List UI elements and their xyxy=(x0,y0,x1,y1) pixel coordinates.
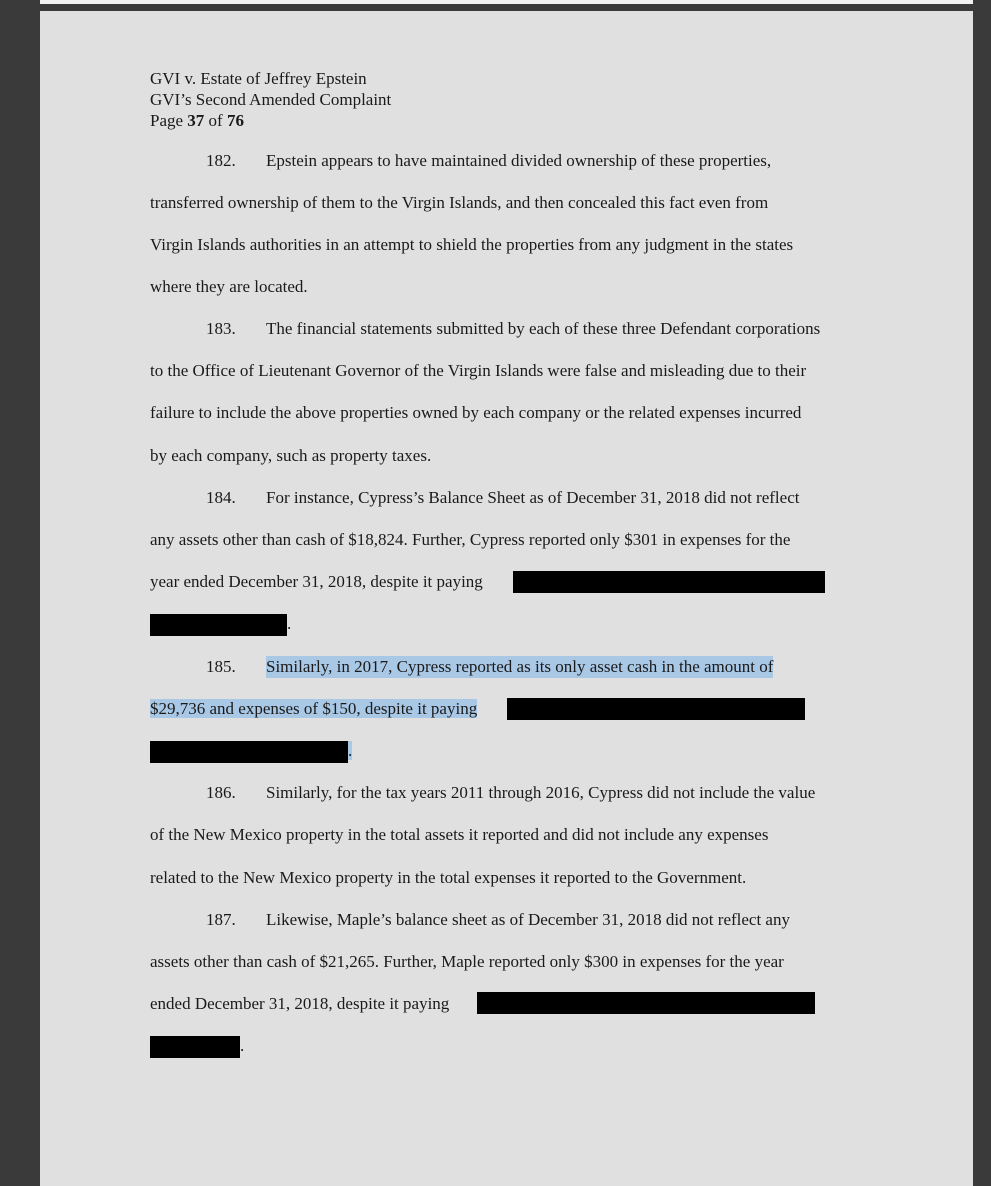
redaction-bar xyxy=(513,571,825,593)
sentence-end: . xyxy=(287,614,292,633)
paragraph-182-line-3: Virgin Islands authorities in an attempt to shield the properties from any judgment in the states xyxy=(150,235,794,254)
page-prefix: Page xyxy=(150,111,184,130)
sentence-end: . xyxy=(240,1036,245,1055)
page-current: 37 xyxy=(187,111,205,130)
paragraph-text: For instance, Cypress’s Balance Sheet as of December 31, 2018 did not reflect xyxy=(266,488,800,507)
paragraph-number: 187. xyxy=(206,910,236,929)
selected-text[interactable]: $29,736 and expenses of $150, despite it paying xyxy=(150,699,478,718)
paragraph-187-line-2: assets other than cash of $21,265. Further, Maple reported only $300 in expenses for the year xyxy=(150,952,784,971)
paragraph-185-line-2 xyxy=(150,698,477,720)
paragraph-number: 184. xyxy=(206,488,236,507)
paragraph-number: 186. xyxy=(206,783,236,802)
redaction-bar xyxy=(477,992,815,1014)
paragraph-text: Epstein appears to have maintained divided ownership of these properties, xyxy=(266,151,772,170)
paragraph-183-line-2: to the Office of Lieutenant Governor of the Virgin Islands were false and misleading due to their xyxy=(150,361,807,380)
redaction-bar xyxy=(150,741,348,763)
viewer-top-edge xyxy=(40,0,973,4)
redaction-bar xyxy=(507,698,805,720)
selected-text[interactable]: . xyxy=(348,741,353,760)
paragraph-text: The financial statements submitted by each of these three Defendant corporations xyxy=(266,319,821,338)
paragraph-183-line-4: by each company, such as property taxes. xyxy=(150,446,432,465)
redaction-bar xyxy=(150,1036,240,1058)
paragraph-187-line-3 xyxy=(150,993,449,1015)
document-page xyxy=(40,11,973,1186)
paragraph-182-line-2: transferred ownership of them to the Virgin Islands, and then concealed this fact even from xyxy=(150,193,769,212)
paragraph-number: 185. xyxy=(206,657,236,676)
document-title: GVI’s Second Amended Complaint xyxy=(150,90,392,109)
paragraph-184-line-4 xyxy=(150,613,291,635)
paragraph-text: Similarly, for the tax years 2011 through 2016, Cypress did not include the value xyxy=(266,783,816,802)
paragraph-text: Likewise, Maple’s balance sheet as of December 31, 2018 did not reflect any xyxy=(266,910,790,929)
case-caption: GVI v. Estate of Jeffrey Epstein xyxy=(150,69,367,88)
paragraph-187-line-4 xyxy=(150,1035,244,1057)
paragraph-185-line-3 xyxy=(150,740,352,762)
paragraph-186-line-2: of the New Mexico property in the total assets it reported and did not include any expenses xyxy=(150,825,769,844)
paragraph-number: 182. xyxy=(206,151,236,170)
paragraph-183-line-3: failure to include the above properties owned by each company or the related expenses incurred xyxy=(150,403,802,422)
redaction-bar xyxy=(150,614,287,636)
paragraph-number: 183. xyxy=(206,319,236,338)
paragraph-text: year ended December 31, 2018, despite it paying xyxy=(150,572,483,591)
page-total: 76 xyxy=(226,111,244,130)
paragraph-182-line-4: where they are located. xyxy=(150,277,308,296)
paragraph-text: ended December 31, 2018, despite it paying xyxy=(150,994,450,1013)
page-header xyxy=(150,68,391,131)
paragraph-186-line-3: related to the New Mexico property in the total expenses it reported to the Government. xyxy=(150,868,747,887)
selected-text[interactable]: Similarly, in 2017, Cypress reported as its only asset cash in the amount of xyxy=(266,657,774,676)
page-of: of xyxy=(208,111,223,130)
paragraph-184-line-3 xyxy=(150,571,483,593)
paragraph-184-line-2: any assets other than cash of $18,824. Further, Cypress reported only $301 in expenses for the xyxy=(150,530,791,549)
page-number xyxy=(150,110,391,131)
